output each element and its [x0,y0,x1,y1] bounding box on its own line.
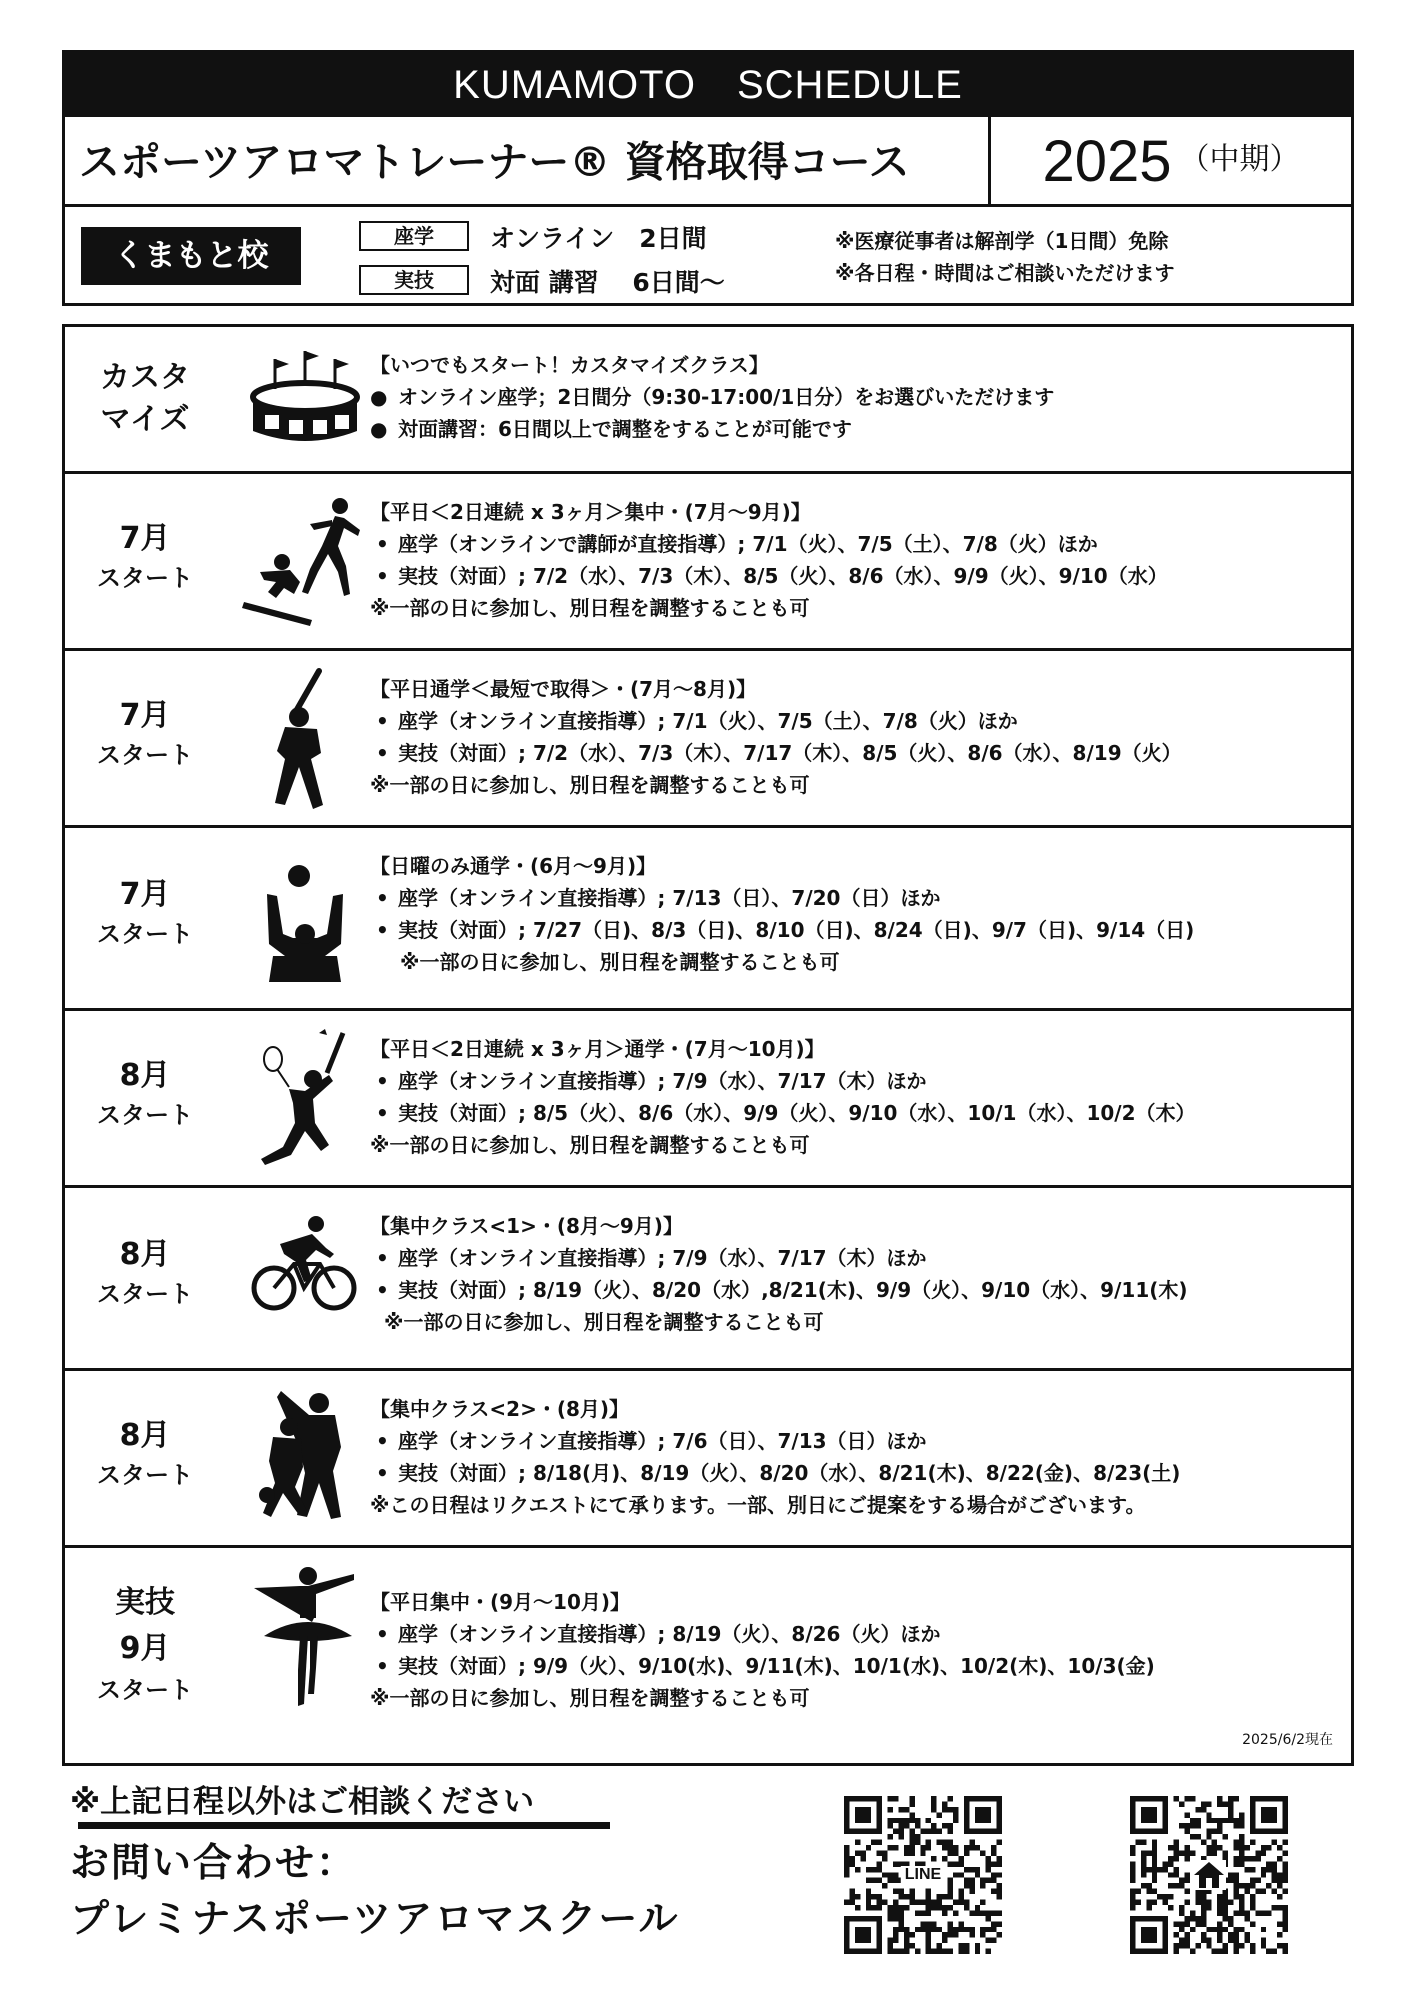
cyclist-icon [230,1214,380,1314]
qr-line-label: LINE [901,1866,945,1884]
row-label: 7月 スタート [97,698,193,769]
footer-underline [78,1822,610,1829]
other-dates-note: ※上記日程以外はご相談ください [70,1784,535,1820]
schedule-row-july-1 [65,474,1351,651]
home-qr-code-icon[interactable] [1130,1796,1288,1954]
schedule-row-august-3 [65,1371,1351,1548]
year: 2025 [1042,129,1172,194]
row-content: 【集中クラス<2>・(8月)】 • 座学（オンライン直接指導）; 7/6（日）、7/13（日）ほか • 実技（対面）; 8/18(月)、8/19（火）、8/20（水）、8/21(木)、8/22(金)、8/23(土) ※この日程はリクエストにて承ります。一部、別日にご提案をする場合がございます。 [370,1393,1180,1521]
contact-label: お問い合わせ： [70,1841,358,1886]
practical-tag: 実技 [359,265,469,295]
schedule-row-september [65,1548,1351,1763]
row-label: 7月 スタート [97,877,193,948]
lecture-tag: 座学 [359,221,469,251]
title-row [65,117,1351,207]
year-box [991,117,1351,204]
basketball-players-icon [230,1387,380,1532]
home-icon [1192,1860,1226,1890]
schedule-table [62,324,1354,1766]
row-label: 8月 スタート [97,1058,193,1129]
volleyball-player-icon [230,864,380,984]
row-label: 7月 スタート [97,521,193,592]
schedule-row-july-2 [65,651,1351,828]
ballerina-icon [230,1564,380,1714]
runner-snowboarder-icon [230,494,380,629]
row-content: 【平日通学＜最短で取得＞・(7月〜8月)】 • 座学（オンライン直接指導）; 7/1（火）、7/5（土）、7/8（火）ほか • 実技（対面）; 7/2（水）、7/3（木）、7/17（木）、8/5（火）、8/6（水）、8/19（火） ※一部の日に参加し、別日程を調整することも可 [370,673,1182,801]
schedule-note: ※各日程・時間はご相談いただけます [835,261,1175,285]
row-label: 8月 スタート [97,1237,193,1308]
schedule-row-customize [65,327,1351,474]
schedule-header [62,50,1354,306]
schedule-row-july-3 [65,828,1351,1011]
line-qr-code-icon[interactable] [844,1796,1002,1954]
row-label: 実技 9月 スタート [97,1585,193,1704]
row-content: 【平日＜2日連続 x 3ヶ月＞通学・(7月〜10月)】 • 座学（オンライン直接指導）; 7/9（水）、7/17（木）ほか • 実技（対面）; 8/5（火）、8/6（水）、9/9（火）、9/10（水）、10/1（水）、10/2（木） ※一部の日に参加し、別日程を調整することも可 [370,1033,1196,1161]
row-content: 【平日集中・(9月〜10月)】 • 座学（オンライン直接指導）; 8/19（火）、8/26（火）ほか • 実技（対面）; 9/9（火）、9/10(水)、9/11(木)、10/1(水)、10/2(木)、10/3(金) ※一部の日に参加し、別日程を調整することも可 [370,1586,1155,1714]
schedule-row-august-2 [65,1188,1351,1371]
banner-title: KUMAMOTO SCHEDULE [65,53,1351,117]
row-label: 8月 スタート [97,1418,193,1489]
school-name: プレミナスポーツアロマスクール [70,1897,680,1942]
school-badge: くまもと校 [81,227,301,285]
baseball-player-icon [230,667,380,812]
row-content: 【いつでもスタート！カスタマイズクラス】 ● オンライン座学；2日間分（9:30-17:00/1日分）をお選びいただけます ● 対面講習：6日間以上で調整をすることが可能です [370,349,1054,445]
row-content: 【日曜のみ通学・(6月〜9月)】 • 座学（オンライン直接指導）; 7/13（日）、7/20（日）ほか • 実技（対面）; 7/27（日)、8/3（日)、8/10（日)、8/24（日)、9/7（日)、9/14（日) ※一部の日に参加し、別日程を調整することも可 [370,850,1194,978]
practical-text: 対面 講習 6日間〜 [490,268,725,297]
lecture-text: オンライン 2日間 [490,224,707,253]
as-of-date: 2025/6/2現在 [1242,1732,1333,1748]
info-row [65,207,1351,303]
row-label: カスタ マイズ [100,360,190,437]
medical-note: ※医療従事者は解剖学（1日間）免除 [835,229,1169,253]
row-content: 【平日＜2日連続 x 3ヶ月＞集中・(7月〜9月)】 • 座学（オンラインで講師が直接指導）; 7/1（火）、7/5（土）、7/8（火）ほか • 実技（対面）; 7/2（水）、7/3（木）、8/5（火）、8/6（水）、9/9（火）、9/10（水） ※一部の日に参加し、別日程を調整することも可 [370,496,1168,624]
stadium-icon [230,349,380,449]
course-title: スポーツアロマトレーナー® 資格取得コース [65,117,991,204]
row-content: 【集中クラス<1>・(8月〜9月)】 • 座学（オンライン直接指導）; 7/9（水）、7/17（木）ほか • 実技（対面）; 8/19（火）、8/20（水）,8/21(木)、9/9（火）、9/10（水）、9/11(木) ※一部の日に参加し、別日程を調整することも可 [370,1210,1188,1338]
term: （中期） [1179,142,1300,177]
schedule-row-august-1 [65,1011,1351,1188]
badminton-player-icon [230,1027,380,1172]
